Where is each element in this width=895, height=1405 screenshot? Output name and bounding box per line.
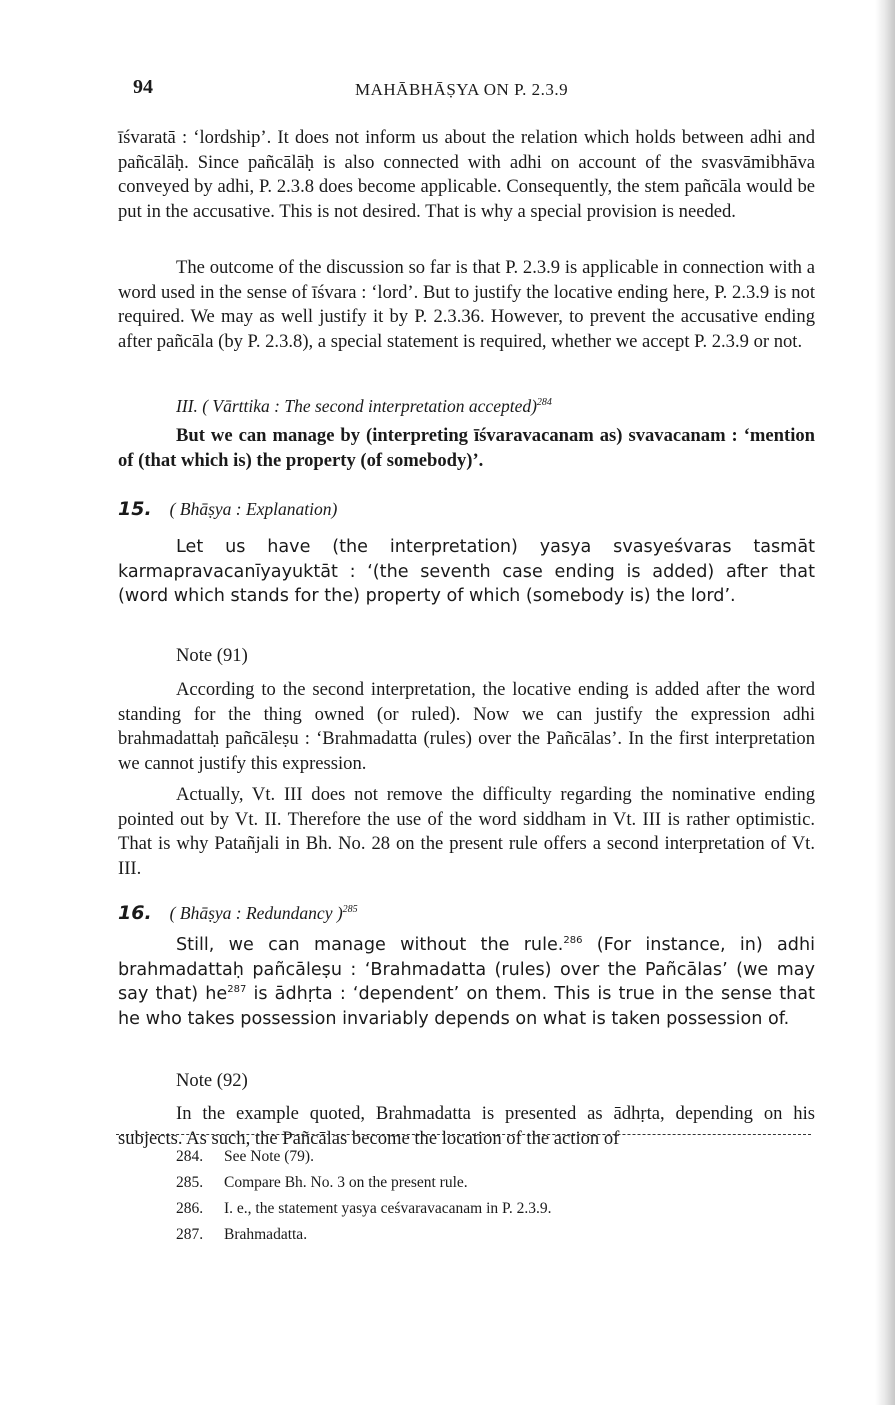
paragraph-actually: [118, 783, 815, 881]
section-16-number: 16.: [118, 902, 152, 924]
footnote-number: 287.: [176, 1226, 204, 1243]
note-91-text: According to the second interpretation, the locative ending is added after the word standing for the thing owned (or ruled). Now we can justify the expression adhi brahmadattaḥ pañcāleṣu : ‘Brahmadatta (rules) over the Pañcālas’. In the first interpretation we cannot justify this expression.: [118, 679, 815, 774]
note-91-label: Note (91): [176, 645, 248, 666]
paragraph-actually-text: Actually, Vt. III does not remove the difficulty regarding the nominative ending pointed out by Vt. II. Therefore the use of the word siddham in Vt. III is rather optimistic. That is why Patañjali in Bh. No. 28 on the present rule offers a second interpretation of Vt. III.: [118, 784, 815, 879]
paragraph-1-text: īśvaratā : ‘lordship’. It does not inform us about the relation which holds between adhi and pañcālāḥ. Since pañcālāḥ is also connected with adhi on account of the svasvāmibhāva conveyed by adhi, P. 2.3.8 does become applicable. Consequently, the stem pañcāla would be put in the accusative. This is not desired. That is why a special provision is needed.: [118, 127, 815, 222]
section-16-text-a: Still, we can manage without the rule.: [176, 935, 564, 955]
footnote-text: Brahmadatta.: [224, 1226, 308, 1243]
footnote-ref-286: 286: [563, 935, 583, 946]
section-16-heading: [118, 902, 358, 924]
footnote-number: 286.: [176, 1200, 204, 1217]
section-16-body: [118, 933, 815, 1031]
footnote-284: [176, 1144, 552, 1170]
section-16-title: ( Bhāṣya : Redundancy ): [169, 903, 343, 923]
section-15-title: ( Bhāṣya : Explanation): [169, 499, 338, 519]
footnote-text: Compare Bh. No. 3 on the present rule.: [224, 1174, 468, 1191]
section-16-text-b: (For instance, in) adhi brahmadattaḥ pañcāleṣu : ‘Brahmadatta (rules) over the Pañcālas’ (we may say that) he: [118, 935, 815, 1005]
footnote-ref-284: 284: [536, 397, 552, 408]
paragraph-2-text: The outcome of the discussion so far is that P. 2.3.9 is applicable in connection with a word used in the sense of īśvara : ‘lord’. But to justify the locative ending here, P. 2.3.9 is not required. We may as well justify it by P. 2.3.36. However, to prevent the accusative ending after pañcāla (by P. 2.3.8), a special statement is required, whether we accept P. 2.3.9 or not.: [118, 257, 815, 352]
paragraph-1: [118, 126, 815, 224]
footnote-number: 285.: [176, 1174, 204, 1191]
section-15-body: [118, 535, 815, 609]
vartika-text-block: [118, 424, 815, 473]
footnote-286: [176, 1196, 552, 1222]
footnote-number: 284.: [176, 1148, 204, 1165]
footnote-285: [176, 1170, 552, 1196]
vartika-heading-text: III. ( Vārttika : The second interpretation accepted): [176, 396, 537, 416]
section-15-text: Let us have (the interpretation) yasya svasyeśvaras tasmāt karmapravacanīyayuktāt : ‘(the seventh case ending is added) after that (word which stands for the) property of which (somebody is) the lord’.: [118, 537, 815, 607]
note-92-label: Note (92): [176, 1070, 248, 1091]
footnote-text: I. e., the statement yasya ceśvaravacanam in P. 2.3.9.: [224, 1200, 552, 1217]
section-15-number: 15.: [118, 498, 152, 520]
section-16-text-c: is ādhṛta : ‘dependent’ on them. This is true in the sense that he who takes possession invariably depends on what is taken possession of.: [118, 984, 815, 1029]
footnote-text: See Note (79).: [224, 1148, 314, 1165]
footnotes: [176, 1144, 552, 1248]
footnote-separator: [116, 1134, 811, 1135]
footnote-ref-285: 285: [342, 904, 358, 915]
paragraph-2: [118, 256, 815, 354]
section-16-text: [118, 933, 815, 1031]
footnote-ref-287: 287: [227, 984, 247, 996]
scan-edge-shadow: [875, 0, 895, 1405]
vartika-text: But we can manage by (interpreting īśvaravacanam as) svavacanam : ‘mention of (that which is) the property (of somebody)’.: [118, 425, 815, 471]
section-15-heading: [118, 498, 337, 520]
running-head: MAHĀBHĀṢYA ON P. 2.3.9: [355, 80, 569, 99]
note-91-body: [118, 678, 815, 776]
footnote-287: [176, 1222, 552, 1248]
note-92-text: In the example quoted, Brahmadatta is presented as ādhṛta, depending on his subjects. As such, the Pañcālas become the location of the action of: [118, 1103, 815, 1149]
vartika-heading: [176, 396, 552, 417]
page-number: 94: [133, 76, 153, 98]
